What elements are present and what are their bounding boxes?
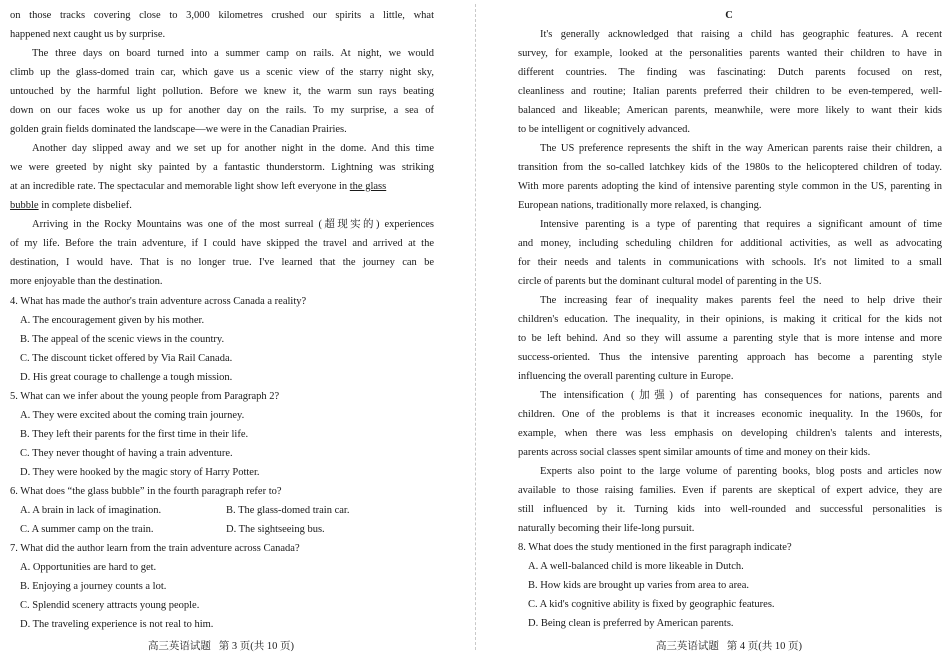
text-line: still influenced by it. Turning kids into well-rounded and successful personalities is bbox=[518, 504, 942, 515]
page-4 bbox=[508, 0, 950, 664]
text-line: available to those raising families. Even if parents are skeptical of expert advice, they are bbox=[518, 485, 942, 496]
page-footer: 高三英语试题 第 3 页(共 10 页) bbox=[147, 641, 295, 652]
text-line: Arriving in the Rocky Mountains was one of the most surreal (超现实的) experiences bbox=[32, 219, 434, 230]
text-line: The intensification (加强) of parenting has consequences for nations, parents and bbox=[540, 390, 942, 401]
section-title: C bbox=[725, 10, 733, 21]
text-line: example, when there was less emphasis on developing children's talents and interests, bbox=[518, 428, 942, 439]
text-line: down on our faces woke us up for another day on the rails. To my surprise, a sea of bbox=[10, 105, 434, 116]
answer-option: C. Splendid scenery attracts young people. bbox=[20, 600, 200, 611]
answer-option: A. A brain in lack of imagination. bbox=[20, 505, 162, 516]
text-line: children. One of the problems is that it increases economic inequality. In the 1960s, for bbox=[518, 409, 942, 420]
text-line: Intensive parenting is a type of parenting that requires a significant amount of time bbox=[540, 219, 942, 230]
text-line: naturally becoming their life-long pursuit. bbox=[518, 523, 695, 534]
text-line: Experts also point to the large volume of parenting books, blog posts and articles now bbox=[540, 466, 942, 477]
text-line: more enjoyable than the destination. bbox=[10, 276, 163, 287]
question-stem: 5. What can we infer about the young people from Paragraph 2? bbox=[10, 391, 280, 402]
glass-bubble-underline: bubble bbox=[10, 200, 39, 211]
text-line: and money, including scheduling children for additional activities, as well as advocating bbox=[518, 238, 942, 249]
text-line: European nations, traditionally more relaxed, is changing. bbox=[518, 200, 762, 211]
answer-option: A. Opportunities are hard to get. bbox=[20, 562, 157, 573]
text-line: climb up the glass-domed train car, which gave us a scenic view of the starry night sky, bbox=[10, 67, 434, 78]
answer-option: C. A kid's cognitive ability is fixed by geographic features. bbox=[528, 599, 775, 610]
text-line: Another day slipped away and we set up for another night in the dome. And this time bbox=[32, 143, 434, 154]
text-line: The US preference represents the shift in the way American parents raise their children, a bbox=[540, 143, 942, 154]
text-line: balanced and likeable; American parents, meanwhile, were more likely to want their kids bbox=[518, 105, 942, 116]
answer-option: B. They left their parents for the first time in their life. bbox=[20, 429, 249, 440]
text-line: success-oriented. Thus the intensive parenting approach has become a parenting style bbox=[518, 352, 942, 363]
answer-option: C. They never thought of having a train adventure. bbox=[20, 448, 233, 459]
text-line: different countries. The finding was fascinating: Dutch parents focused on rest, bbox=[518, 67, 942, 78]
page-footer: 高三英语试题 第 4 页(共 10 页) bbox=[655, 641, 803, 652]
answer-option: B. The appeal of the scenic views in the country. bbox=[20, 334, 225, 345]
text-line: we were greeted by night sky painted by a fantastic thunderstorm. Lightning was striking bbox=[10, 162, 434, 173]
answer-option: A. The encouragement given by his mother. bbox=[20, 315, 205, 326]
text-line: influencing the overall parenting culture in Europe. bbox=[518, 371, 734, 382]
text-line: The three days on board turned into a summer camp on rails. At night, we would bbox=[32, 48, 434, 59]
answer-option: A. They were excited about the coming train journey. bbox=[20, 410, 245, 421]
question-stem: 7. What did the author learn from the train adventure across Canada? bbox=[10, 543, 300, 554]
text-line: The increasing fear of inequality makes parents feel the need to help drive their bbox=[540, 295, 942, 306]
answer-option: D. His great courage to challenge a tough mission. bbox=[20, 372, 233, 383]
question-stem: 4. What has made the author's train adventure across Canada a reality? bbox=[10, 296, 307, 307]
text-line: transition from the so-called latchkey kids of the 1980s to the helicoptered children of today. bbox=[518, 162, 942, 173]
answer-option: D. Being clean is preferred by American parents. bbox=[528, 618, 734, 629]
text-line: untouched by the harmful light pollution. Before we knew it, the warm sun rays beating bbox=[10, 86, 434, 97]
answer-option: D. They were hooked by the magic story of Harry Potter. bbox=[20, 467, 260, 478]
text-line: golden grain fields dominated the landscape—we were in the Canadian Prairies. bbox=[10, 124, 347, 135]
question-stem: 6. What does “the glass bubble” in the fourth paragraph refer to? bbox=[10, 486, 282, 497]
text-line bbox=[10, 180, 434, 194]
text-segment: at an incredible rate. The spectacular and memorable light show left everyone in bbox=[10, 181, 350, 192]
text-line: survey, for example, looked at the personalities parents wanted their children to have in bbox=[518, 48, 942, 59]
answer-option: A. A well-balanced child is more likeable in Dutch. bbox=[528, 561, 744, 572]
text-line: With more parents adopting the kind of intensive parenting style common in the US, parenting in bbox=[518, 181, 942, 192]
answer-option: C. A summer camp on the train. bbox=[20, 524, 154, 535]
page-3 bbox=[0, 0, 442, 664]
text-line: cleanliness and routine; Italian parents preferred their children to be even-tempered, well- bbox=[518, 86, 942, 97]
text-line bbox=[10, 199, 434, 213]
answer-option: B. The glass-domed train car. bbox=[226, 505, 350, 516]
text-line: circle of parents but the dominant cultural model of parenting in the US. bbox=[518, 276, 822, 287]
text-line: destination, I would have. That is no longer true. I've learned that the journey can be bbox=[10, 257, 434, 268]
text-segment: in complete disbelief. bbox=[38, 200, 132, 211]
glass-bubble-underline: the glass bbox=[349, 181, 387, 192]
text-line: of my life. Before the train adventure, if I could have skipped the travel and arrived at the bbox=[10, 238, 434, 249]
answer-option: B. Enjoying a journey counts a lot. bbox=[20, 581, 167, 592]
answer-option: D. The sightseeing bus. bbox=[226, 524, 325, 535]
text-line: on those tracks covering close to 3,000 kilometres crushed our spirits a little, what bbox=[10, 10, 434, 21]
text-line: It's generally acknowledged that raising a child has geographic features. A recent bbox=[540, 29, 942, 40]
text-line: to be left behind. And so they will assume a parenting style that is more intense and more bbox=[518, 333, 942, 344]
answer-option: D. The traveling experience is not real to him. bbox=[20, 619, 214, 630]
question-stem: 8. What does the study mentioned in the first paragraph indicate? bbox=[518, 542, 792, 553]
text-line: children's education. The inequality, in their opinions, is making it critical for the kids not bbox=[518, 314, 942, 325]
text-line: parents across social classes spent similar amounts of time and money on their kids. bbox=[518, 447, 871, 458]
text-line: for their needs and talents in communications with schools. It's not limited to a small bbox=[518, 257, 942, 268]
page-divider bbox=[475, 4, 476, 650]
text-line: to be intelligent or cognitively advanced. bbox=[518, 124, 691, 135]
answer-option: C. The discount ticket offered by Via Rail Canada. bbox=[20, 353, 233, 364]
text-line: happened next caught us by surprise. bbox=[10, 29, 166, 40]
answer-option: B. How kids are brought up varies from area to area. bbox=[528, 580, 750, 591]
